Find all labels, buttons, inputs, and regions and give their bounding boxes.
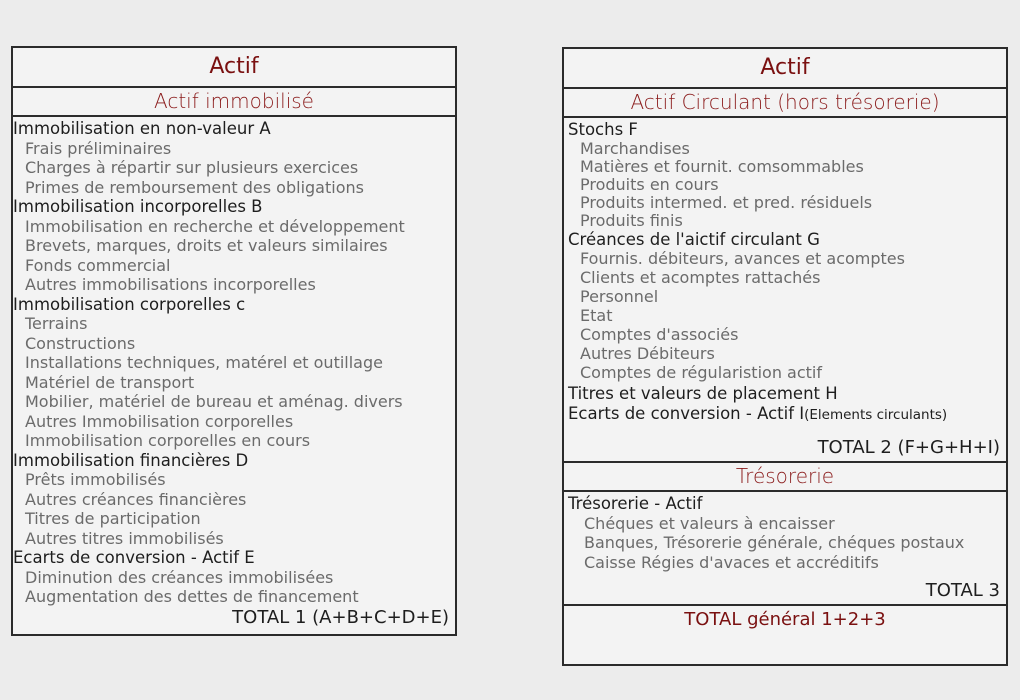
tresorerie-title: Trésorerie (564, 463, 1006, 492)
list-item: Charges à répartir sur plusieurs exercices (25, 158, 359, 177)
list-item: Primes de remboursement des obligations (25, 177, 364, 197)
list-item: Autres titres immobilisés (25, 528, 224, 548)
group-non-valeur (13, 119, 455, 197)
list-item: Diminution des créances immobilisées (25, 567, 334, 587)
list-item: Comptes de régularistion actif (580, 363, 822, 382)
list-item: Produits en cours (580, 174, 719, 194)
left-section-title: Actif immobilisé (13, 88, 455, 117)
list-item: Autres immobilisations incorporelles (25, 275, 316, 294)
total-2: TOTAL 2 (F+G+H+I) (817, 437, 1000, 458)
right-table-title: Actif (564, 49, 1006, 89)
list-item: Frais préliminaires (25, 138, 172, 158)
group-incorporelles (13, 197, 455, 295)
group-financieres (13, 451, 455, 549)
list-item: Immobilisation en recherche et développement (25, 216, 405, 236)
list-item: Personnel (580, 287, 659, 306)
list-item: Etat (580, 306, 613, 325)
list-item: Banques, Trésorerie générale, chéques postaux (584, 533, 965, 552)
group-stocks (568, 120, 1006, 230)
group-label: Ecarts de conversion - Actif E (13, 548, 255, 567)
group-ecarts-conversion (13, 548, 455, 607)
list-item: Terrains (25, 314, 88, 333)
grand-total: TOTAL général 1+2+3 (564, 604, 1006, 634)
group-note: (Elements circulants) (804, 406, 948, 423)
group-label: Créances de l'aictif circulant G (568, 229, 820, 249)
list-item: Caisse Régies d'avaces et accréditifs (584, 552, 879, 572)
group-ecarts-conversion-i (568, 404, 1006, 426)
group-label: Immobilisation financières D (13, 450, 249, 470)
group-label: Trésorerie - Actif (568, 494, 703, 513)
list-item: Clients et acomptes rattachés (580, 268, 821, 287)
group-creances (568, 230, 1006, 383)
group-titres-placement: Titres et valeurs de placement H (568, 384, 838, 403)
total-3: TOTAL 3 (925, 580, 1000, 601)
list-item: Augmentation des dettes de financement (25, 587, 359, 606)
list-item: Matériel de transport (25, 372, 195, 392)
list-item: Autres Immobilisation corporelles (25, 411, 294, 431)
left-table-title: Actif (13, 48, 455, 88)
list-item: Installations techniques, matérel et outillage (25, 353, 383, 372)
list-item: Fournis. débiteurs, avances et acomptes (580, 249, 905, 268)
group-label: Immobilisation incorporelles B (13, 197, 263, 216)
list-item: Titres de participation (25, 509, 201, 528)
total-1: TOTAL 1 (A+B+C+D+E) (232, 606, 449, 628)
list-item: Constructions (25, 333, 136, 353)
actif-immobilise-table (11, 46, 457, 636)
actif-circulant-table (562, 47, 1008, 666)
list-item: Autres créances financières (25, 489, 247, 509)
group-label: Immobilisation en non-valeur A (13, 119, 271, 138)
list-item: Brevets, marques, droits et valeurs similaires (25, 236, 388, 255)
list-item: Produits intermed. et pred. résiduels (580, 192, 873, 212)
list-item: Mobilier, matériel de bureau et aménag. divers (25, 392, 403, 411)
list-item: Marchandises (580, 138, 690, 158)
group-label: Immobilisation corporelles c (13, 294, 246, 314)
list-item: Chéques et valeurs à encaisser (584, 513, 835, 533)
list-item: Immobilisation corporelles en cours (25, 431, 311, 450)
group-label: Ecarts de conversion - Actif I (568, 403, 805, 423)
tresorerie-section (564, 461, 1006, 604)
group-corporelles (13, 295, 455, 451)
list-item: Prêts immobilisés (25, 470, 166, 489)
list-item: Matières et fournit. comsommables (580, 156, 864, 176)
group-label: Stochs F (568, 120, 638, 139)
list-item: Comptes d'associés (580, 325, 739, 344)
list-item: Produits finis (580, 210, 683, 230)
list-item: Fonds commercial (25, 255, 171, 275)
list-item: Autres Débiteurs (580, 344, 715, 363)
right-section-title: Actif Circulant (hors trésorerie) (564, 89, 1006, 118)
